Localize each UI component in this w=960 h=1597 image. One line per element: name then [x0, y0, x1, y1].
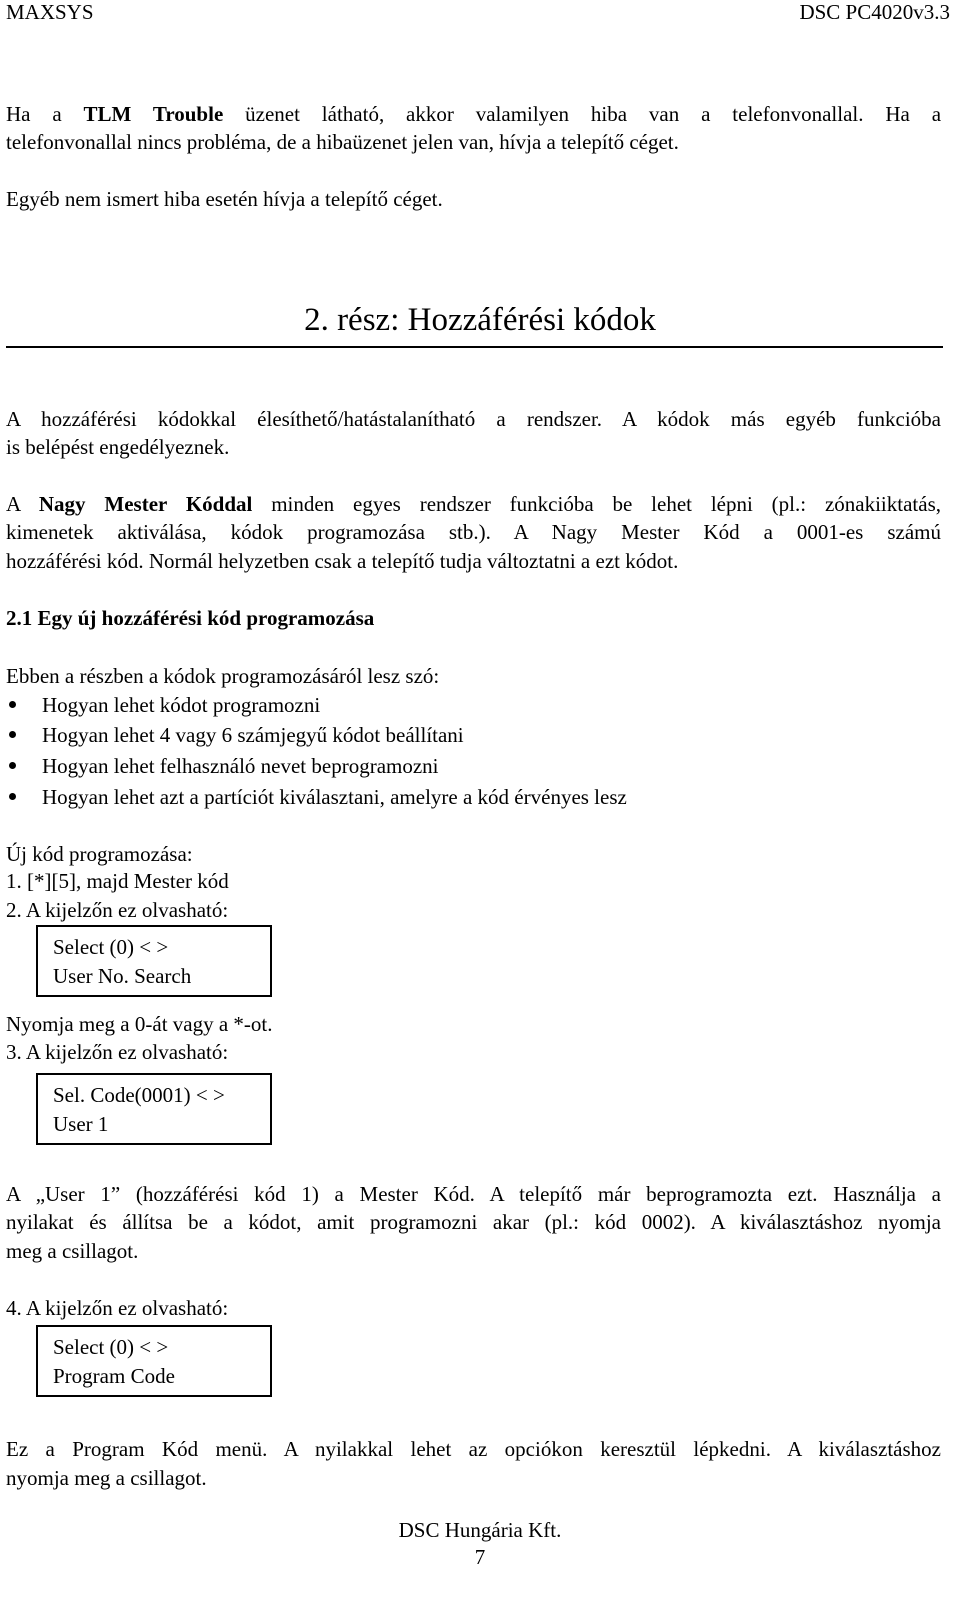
page-number: 7 [474, 1545, 486, 1569]
header-right: DSC PC4020v3.3 [799, 0, 950, 24]
procedure-step-2: 2. A kijelzőn ez olvasható: [6, 898, 229, 922]
procedure-paragraph-line: A „User 1” (hozzáférési kód 1) a Mester Kód. A telepítő már beprogramozta ezt. Használja a [6, 1182, 941, 1206]
section-paragraph-line: A Nagy Mester Kóddal minden egyes rendszer funkcióba be lehet lépni (pl.: zónakiiktatás, [6, 492, 941, 516]
lcd-line-2: User 1 [53, 1112, 109, 1136]
section-title: 2. rész: Hozzáférési kódok [304, 302, 656, 338]
procedure-heading: Új kód programozása: [6, 842, 193, 866]
list-item: Hogyan lehet 4 vagy 6 számjegyű kódot beállítani [42, 723, 464, 747]
section-paragraph-line: A hozzáférési kódokkal élesíthető/hatástalanítható a rendszer. A kódok más egyéb funkcióba [6, 407, 941, 431]
footer-company: DSC Hungária Kft. [398, 1518, 562, 1542]
procedure-paragraph-line: meg a csillagot. [6, 1239, 139, 1263]
procedure-step-3: 3. A kijelzőn ez olvasható: [6, 1040, 229, 1064]
subsection-title: 2.1 Egy új hozzáférési kód programozása [6, 606, 375, 630]
procedure-note: Nyomja meg a 0-át vagy a *-ot. [6, 1012, 273, 1036]
section-title-rule [6, 346, 943, 348]
lcd-line-2: Program Code [53, 1364, 175, 1388]
procedure-paragraph-line: nyilakat és állítsa be a kódot, amit programozni akar (pl.: kód 0002). A kiválasztáshoz nyomja [6, 1210, 941, 1234]
intro-paragraph-line: telefonvonallal nincs probléma, de a hibaüzenet jelen van, hívja a telepítő céget. [6, 130, 679, 154]
bullet-icon [9, 762, 16, 769]
section-paragraph-line: hozzáférési kód. Normál helyzetben csak a telepítő tudja változtatni a ezt kódot. [6, 549, 679, 573]
list-item: Hogyan lehet felhasználó nevet beprogramozni [42, 754, 439, 778]
lcd-line-1: Select (0) < > [53, 1335, 169, 1359]
subsection-intro: Ebben a részben a kódok programozásáról lesz szó: [6, 664, 440, 688]
bullet-icon [9, 793, 16, 800]
lcd-display-3 [36, 1325, 272, 1397]
lcd-line-1: Sel. Code(0001) < > [53, 1083, 225, 1107]
intro-paragraph-line: Ha a TLM Trouble üzenet látható, akkor valamilyen hiba van a telefonvonallal. Ha a [6, 102, 942, 126]
lcd-display-1 [36, 925, 272, 997]
section-paragraph-line: kimenetek aktiválása, kódok programozása stb.). A Nagy Mester Kód a 0001-es számú [6, 520, 941, 544]
list-item: Hogyan lehet kódot programozni [42, 693, 321, 717]
final-paragraph-line: nyomja meg a csillagot. [6, 1466, 207, 1490]
procedure-step-1: 1. [*][5], majd Mester kód [6, 869, 229, 893]
nagy-mester-kod-term: Nagy Mester Kóddal [38, 492, 253, 516]
tlm-trouble-term: TLM Trouble [83, 102, 224, 126]
intro-paragraph-2: Egyéb nem ismert hiba esetén hívja a telepítő céget. [6, 187, 443, 211]
header-left: MAXSYS [6, 0, 94, 24]
final-paragraph-line: Ez a Program Kód menü. A nyilakkal lehet az opciókon keresztül lépkedni. A kiválasztáshoz [6, 1437, 941, 1461]
lcd-line-2: User No. Search [53, 964, 192, 988]
bullet-icon [9, 701, 16, 708]
bullet-icon [9, 731, 16, 738]
lcd-display-2 [36, 1073, 272, 1145]
section-paragraph-line: is belépést engedélyeznek. [6, 435, 230, 459]
procedure-step-4: 4. A kijelzőn ez olvasható: [6, 1296, 229, 1320]
lcd-line-1: Select (0) < > [53, 935, 169, 959]
list-item: Hogyan lehet azt a partíciót kiválasztani, amelyre a kód érvényes lesz [42, 785, 627, 809]
